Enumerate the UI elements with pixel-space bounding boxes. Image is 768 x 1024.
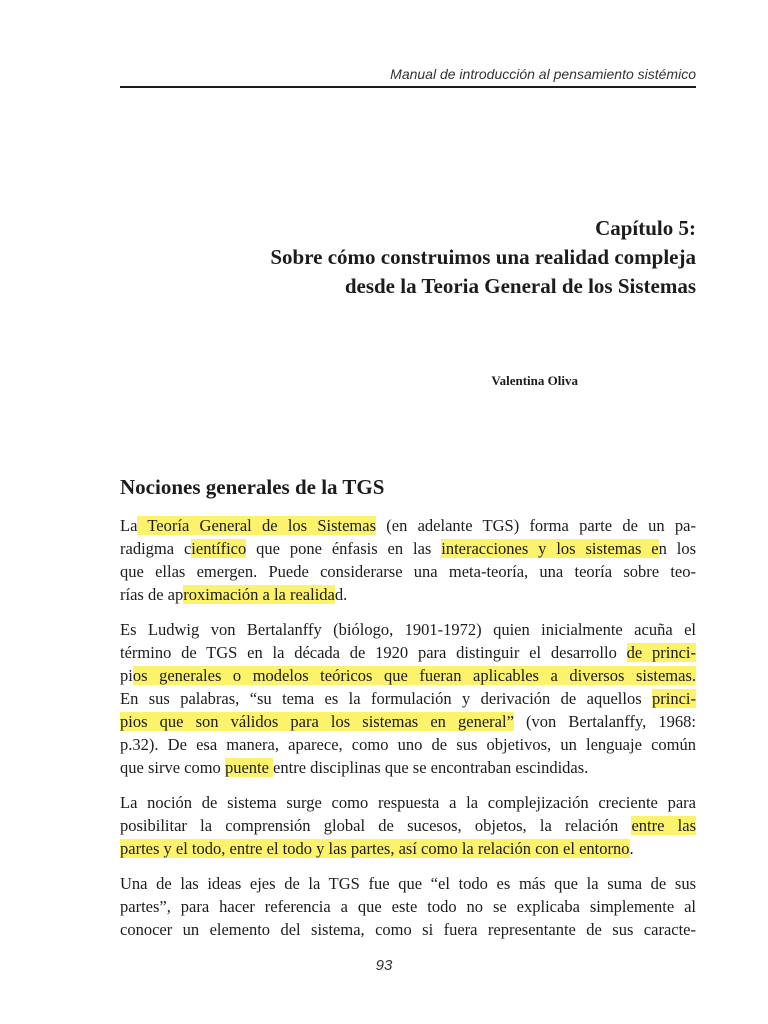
text-line: Es Ludwig von Bertalanffy (biólogo, 1901-1972) quien inicialmente acuña el [120, 620, 696, 639]
text-line: pios generales o modelos teóricos que fueran aplicables a diversos sistemas. [120, 666, 696, 685]
text-line: que ellas emergen. Puede considerarse una meta-teoría, una teoría sobre teo- [120, 562, 696, 581]
text-line: término de TGS en la década de 1920 para distinguir el desarrollo de princi- [120, 643, 696, 662]
highlight: os generales o modelos teóricos que fueran aplicables a diversos sistemas. [132, 666, 696, 685]
highlight: partes y el todo, entre el todo y las partes, así como la relación con el entorno [120, 839, 630, 858]
text-line: La noción de sistema surge como respuesta a la complejización creciente para [120, 793, 696, 812]
highlight: Teoría General de los Sistemas [137, 516, 377, 535]
highlight: pios que son válidos para los sistemas en general” [120, 712, 514, 731]
text-line: rías de aproximación a la realidad. [120, 585, 348, 604]
highlight: ientífico [191, 539, 247, 558]
text-line: posibilitar la comprensión global de sucesos, objetos, la relación entre las [120, 816, 696, 835]
text-line: En sus palabras, “su tema es la formulación y derivación de aquellos princi- [120, 689, 696, 708]
section-heading: Nociones generales de la TGS [120, 475, 385, 499]
paragraph-2 [120, 618, 696, 779]
text-line: Una de las ideas ejes de la TGS fue que “el todo es más que la suma de sus [120, 874, 696, 893]
chapter-title-block [96, 214, 696, 301]
paragraph-1 [120, 514, 696, 606]
highlight: entre las [631, 816, 696, 835]
text-line: conocer un elemento del sistema, como si fuera representante de sus caracte- [120, 920, 696, 939]
text-line: que sirve como puente entre disciplinas que se encontraban escindidas. [120, 758, 589, 777]
paragraph-3 [120, 791, 696, 860]
author-name: Valentina Oliva [491, 373, 578, 388]
text-line: radigma científico que pone énfasis en las interacciones y los sistemas en los [120, 539, 697, 558]
text-line: partes y el todo, entre el todo y las partes, así como la relación con el entorno. [120, 839, 634, 858]
page-number: 93 [375, 957, 393, 974]
chapter-number: Capítulo 5: [595, 216, 696, 240]
text-line: p.32). De esa manera, aparece, como uno de sus objetivos, un lenguaje común [120, 735, 696, 754]
running-header: Manual de introducción al pensamiento sistémico [390, 66, 696, 82]
text-line: La Teoría General de los Sistemas (en adelante TGS) forma parte de un pa- [120, 516, 696, 535]
header-rule [120, 86, 696, 88]
paragraph-4 [120, 872, 696, 941]
body-text [120, 514, 696, 953]
chapter-title-line-1: Sobre cómo construimos una realidad compleja [270, 245, 696, 269]
text-line: pios que son válidos para los sistemas en general” (von Bertalanffy, 1968: [120, 712, 697, 731]
highlight: princi- [652, 689, 696, 708]
text-line: partes”, para hacer referencia a que este todo no se explicaba simplemente al [120, 897, 696, 916]
highlight: interacciones y los sistemas e [441, 539, 659, 558]
chapter-title-line-2: desde la Teoria General de los Sistemas [344, 274, 696, 298]
highlight: puente [224, 758, 274, 777]
highlight: de princi- [626, 643, 696, 662]
highlight: roximación a la realida [183, 585, 335, 604]
